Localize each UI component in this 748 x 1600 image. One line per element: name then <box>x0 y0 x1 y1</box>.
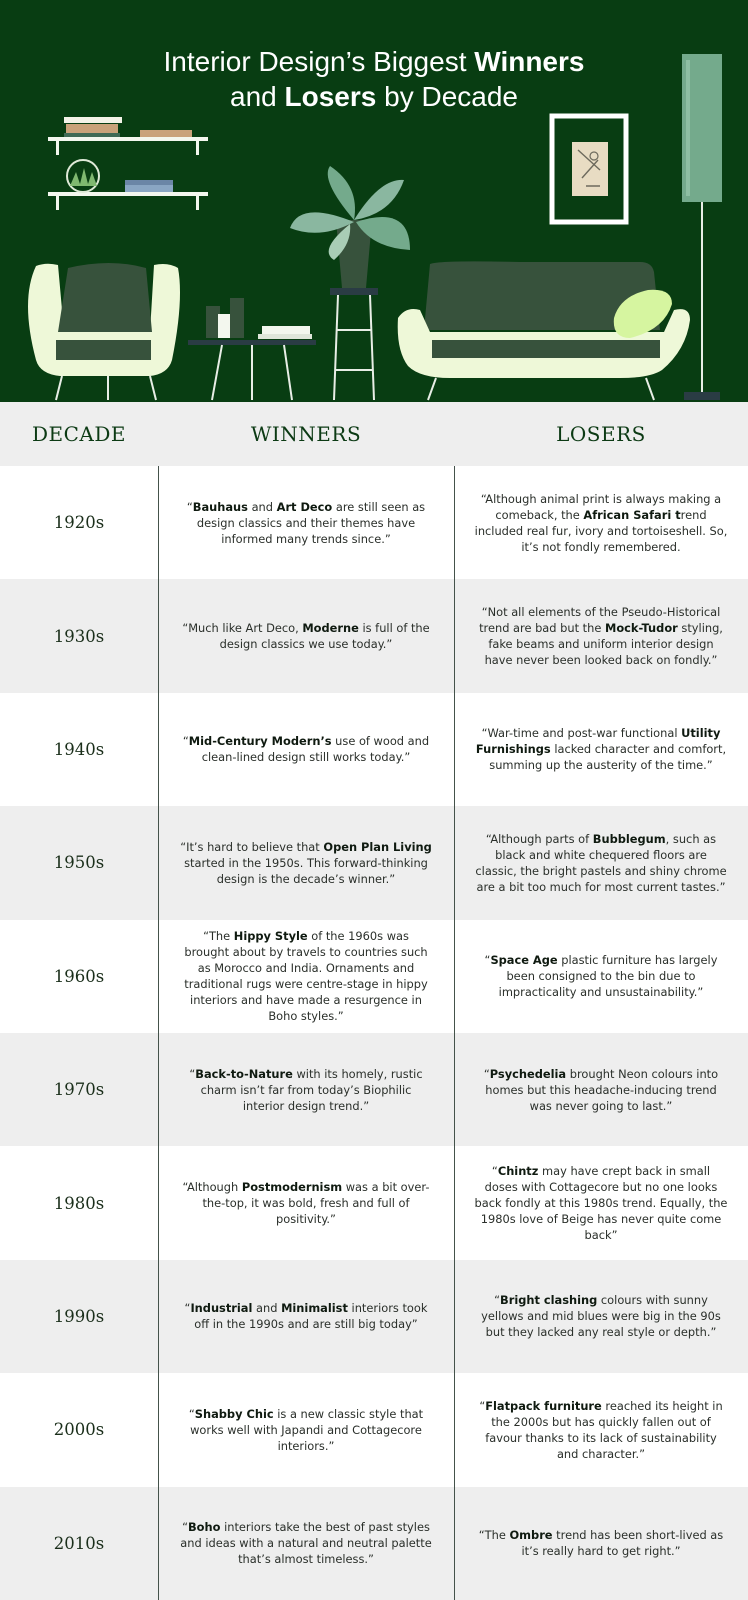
column-divider <box>454 466 455 1600</box>
trend-name: Moderne <box>302 621 359 636</box>
trend-name: Art Deco <box>276 499 333 514</box>
trend-name: Space Age <box>490 953 558 968</box>
trend-name: Minimalist <box>281 1301 348 1316</box>
trend-name: Boho <box>188 1520 221 1535</box>
loser-text: “Chintz may have crept back in small doses with Cottagecore but no one looks back fondly at this 1980s trend. Equally, the 1980s love of Beige has never quite come back” <box>474 1164 728 1243</box>
trend-name: Bright clashing <box>500 1293 598 1308</box>
book-icon <box>64 117 122 123</box>
trend-name: Back-to-Nature <box>195 1066 293 1081</box>
book-icon <box>125 185 173 192</box>
winner-text: “Much like Art Deco, Moderne is full of the design classics we use today.” <box>182 621 430 652</box>
decade-label: 2010s <box>53 1533 105 1553</box>
hero-banner <box>0 0 748 402</box>
loser-text: “Although parts of Bubblegum, such as black and white chequered floors are classic, the bright pastels and shiny chrome are a bit too much for most current tastes.” <box>475 831 727 894</box>
decade-label: 1940s <box>53 739 105 759</box>
trend-name: Postmodernism <box>241 1180 343 1195</box>
winner-text: “Shabby Chic is a new classic style that works well with Japandi and Cottagecore interiors.” <box>188 1406 424 1453</box>
candle-icon <box>206 306 220 338</box>
decade-label: 1960s <box>53 966 105 986</box>
wall-shelves <box>48 117 208 210</box>
trend-name: Bauhaus <box>192 499 248 514</box>
trend-name: Shabby Chic <box>194 1406 274 1421</box>
book-icon <box>262 326 310 334</box>
table-row <box>0 1033 748 1146</box>
decade-label: 1930s <box>53 626 105 646</box>
winner-text: “Mid-Century Modern’s use of wood and clean-lined design still works today.” <box>182 734 430 765</box>
candle-icon <box>230 298 244 338</box>
table-row <box>0 806 748 919</box>
loser-text: “Bright clashing colours with sunny yellows and mid blues were big in the 90s but they lacked any real style or depth.” <box>481 1293 721 1340</box>
decade-label: 1980s <box>53 1193 105 1213</box>
winner-text: “Boho interiors take the best of past styles and ideas with a natural and neutral palette that’s almost timeless.” <box>180 1520 432 1567</box>
trend-name: African Safari t <box>583 507 681 522</box>
table-header <box>0 402 748 466</box>
loser-text: “Although animal print is always making a comeback, the African Safari trend included real fur, ivory and tortoiseshell. So, it’s not fondly remembered. <box>474 491 728 554</box>
book-icon <box>140 130 192 137</box>
table-row <box>0 1260 748 1373</box>
trend-name: Psychedelia <box>489 1066 567 1081</box>
sofa-icon <box>398 261 690 400</box>
table-row <box>0 1373 748 1486</box>
candle-icon <box>218 314 232 338</box>
loser-text: “Flatpack furniture reached its height in the 2000s but has quickly fallen out of favour thanks to its lack of sustainability and character.” <box>479 1398 723 1461</box>
loser-text: “War-time and post-war functional Utility Furnishings lacked character and comfort, summing up the austerity of the time.” <box>475 726 727 773</box>
winner-text: “Although Postmodernism was a bit over-the-top, it was bold, fresh and full of positivity.” <box>182 1180 430 1227</box>
column-divider <box>158 466 159 1600</box>
table-row <box>0 1487 748 1600</box>
trend-name: Ombre <box>509 1528 553 1543</box>
table-row <box>0 466 748 579</box>
book-icon <box>66 124 118 133</box>
decade-label: 1970s <box>53 1080 105 1100</box>
decade-label: 2000s <box>53 1420 105 1440</box>
table-row <box>0 920 748 1033</box>
loser-text: “Space Age plastic furniture has largely been consigned to the bin due to impracticality and unsustainability.” <box>484 953 718 1000</box>
trend-name: Bubblegum <box>592 831 666 846</box>
decade-label: 1920s <box>53 513 105 533</box>
winner-text: “Back-to-Nature with its homely, rustic charm isn’t far from today’s Biophilic interior design trend.” <box>189 1066 423 1113</box>
decade-label: 1950s <box>53 853 105 873</box>
book-icon <box>258 334 312 339</box>
book-icon <box>64 133 120 137</box>
table-row <box>0 1146 748 1259</box>
potted-plant-icon <box>290 166 410 400</box>
trend-name: Chintz <box>497 1164 539 1179</box>
loser-text: “Psychedelia brought Neon colours into homes but this headache-inducing trend was never going to last.” <box>483 1066 719 1113</box>
column-header-losers: LOSERS <box>556 422 646 446</box>
trend-name: Hippy Style <box>233 929 308 944</box>
picture-frame-icon <box>552 116 626 222</box>
winner-text: “It’s hard to believe that Open Plan Living started in the 1950s. This forward-thinking design is the decade’s winner.” <box>180 839 432 886</box>
winner-text: “Industrial and Minimalist interiors took off in the 1990s and are still big today” <box>184 1301 428 1332</box>
side-table-icon <box>188 298 316 400</box>
armchair-icon <box>28 263 180 400</box>
loser-text: “The Ombre trend has been short-lived as it’s really hard to get right.” <box>478 1528 724 1559</box>
page-title: Interior Design’s Biggest Winners and Losers by Decade <box>163 46 585 112</box>
column-header-winners: WINNERS <box>250 422 362 446</box>
loser-text: “Not all elements of the Pseudo-Historical trend are bad but the Mock-Tudor styling, fake beams and uniform interior design have never been looked back on fondly.” <box>479 605 723 668</box>
column-header-decade: DECADE <box>31 422 126 446</box>
book-icon <box>125 180 173 185</box>
decade-label: 1990s <box>53 1306 105 1326</box>
trend-name: Mock-Tudor <box>605 621 678 636</box>
trend-name: Flatpack furniture <box>485 1398 602 1413</box>
trend-name: Mid-Century Modern’s <box>188 734 332 749</box>
winner-text: “Bauhaus and Art Deco are still seen as design classics and their themes have informed many trends since.” <box>186 499 426 546</box>
trend-name: Utility Furnishings <box>475 726 721 757</box>
winner-text: “The Hippy Style of the 1960s was brought about by travels to countries such as Morocco and India. Ornaments and traditional rugs were centre-stage in hippy interiors and have made a resurgence in Boho styles.” <box>184 929 428 1024</box>
table-row <box>0 579 748 692</box>
trend-name: Industrial <box>190 1301 253 1316</box>
trend-name: Open Plan Living <box>323 839 432 854</box>
table-row <box>0 693 748 806</box>
